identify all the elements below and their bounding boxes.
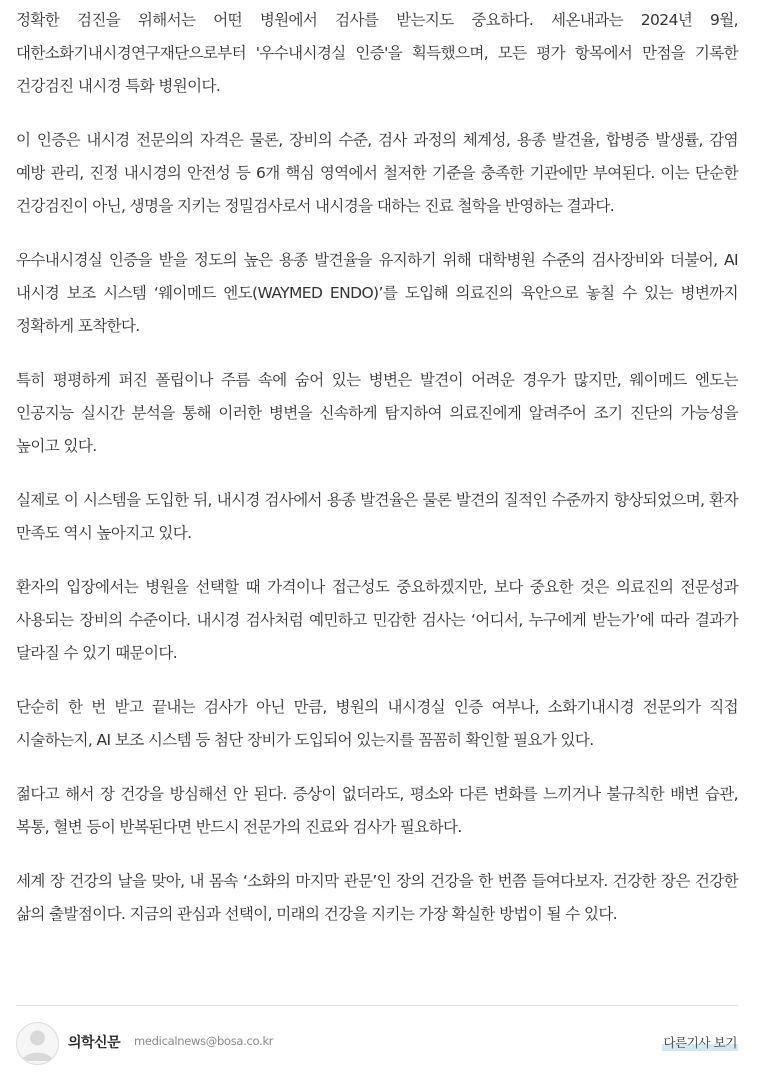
author-name: 의학신문 xyxy=(68,1035,121,1051)
article-paragraph: 우수내시경실 인증을 받을 정도의 높은 용종 발견율을 유지하기 위해 대학병원 수준의 검사장비와 더불어, AI 내시경 보조 시스템 ‘웨이메드 엔도(WAYMED ENDO)’를 도입해 의료진의 육안으로 놓칠 수 있는 병변까지 정확하게 포착한다. xyxy=(16,251,738,335)
article-body xyxy=(16,4,738,952)
article-paragraph: 세계 장 건강의 날을 맞아, 내 몸속 ‘소화의 마지막 관문’인 장의 건강을 한 번쯤 들여다보자. 건강한 장은 건강한 삶의 출발점이다. 지금의 관심과 선택이, 미래의 건강을 지키는 가장 확실한 방법이 될 수 있다. xyxy=(16,872,738,923)
user-avatar-icon xyxy=(16,1022,59,1065)
article-paragraph: 실제로 이 시스템을 도입한 뒤, 내시경 검사에서 용종 발견율은 물론 발견의 질적인 수준까지 향상되었으며, 환자 만족도 역시 높아지고 있다. xyxy=(16,491,738,542)
article-paragraph: 특히 평평하게 퍼진 폴립이나 주름 속에 숨어 있는 병변은 발견이 어려운 경우가 많지만, 웨이메드 엔도는 인공지능 실시간 분석을 통해 이러한 병변을 신속하게 탐지하여 의료진에게 알려주어 조기 진단의 가능성을 높이고 있다. xyxy=(16,371,738,455)
article-paragraph: 젊다고 해서 장 건강을 방심해선 안 된다. 증상이 없더라도, 평소와 다른 변화를 느끼거나 불규칙한 배변 습관, 복통, 혈변 등이 반복된다면 반드시 전문가의 진료와 검사가 필요하다. xyxy=(16,785,738,836)
article-paragraph: 단순히 한 번 받고 끝내는 검사가 아닌 만큼, 병원의 내시경실 인증 여부나, 소화기내시경 전문의가 직접 시술하는지, AI 보조 시스템 등 첨단 장비가 도입되어 있는지를 꼼꼼히 확인할 필요가 있다. xyxy=(16,698,738,749)
more-articles-link[interactable]: 다른기사 보기 xyxy=(663,1035,737,1050)
author-footer xyxy=(16,1005,738,1066)
article-paragraph: 정확한 검진을 위해서는 어떤 병원에서 검사를 받는지도 중요하다. 세온내과는 2024년 9월, 대한소화기내시경연구재단으로부터 '우수내시경실 인증'을 획득했으며, 모든 평가 항목에서 만점을 기록한 건강검진 내시경 특화 병원이다. xyxy=(16,11,738,95)
author-email[interactable]: medicalnews@bosa.co.kr xyxy=(134,1034,274,1048)
article-paragraph: 이 인증은 내시경 전문의의 자격은 물론, 장비의 수준, 검사 과정의 체계성, 용종 발견율, 합병증 발생률, 감염 예방 관리, 진정 내시경의 안전성 등 6개 핵심 영역에서 철저한 기준을 충족한 기관에만 부여된다. 이는 단순한 건강검진이 아닌, 생명을 지키는 정밀검사로서 내시경을 대하는 진료 철학을 반영하는 결과다. xyxy=(16,131,738,215)
article-paragraph: 환자의 입장에서는 병원을 선택할 때 가격이나 접근성도 중요하겠지만, 보다 중요한 것은 의료진의 전문성과 사용되는 장비의 수준이다. 내시경 검사처럼 예민하고 민감한 검사는 ‘어디서, 누구에게 받는가’에 따라 결과가 달라질 수 있기 때문이다. xyxy=(16,578,738,662)
